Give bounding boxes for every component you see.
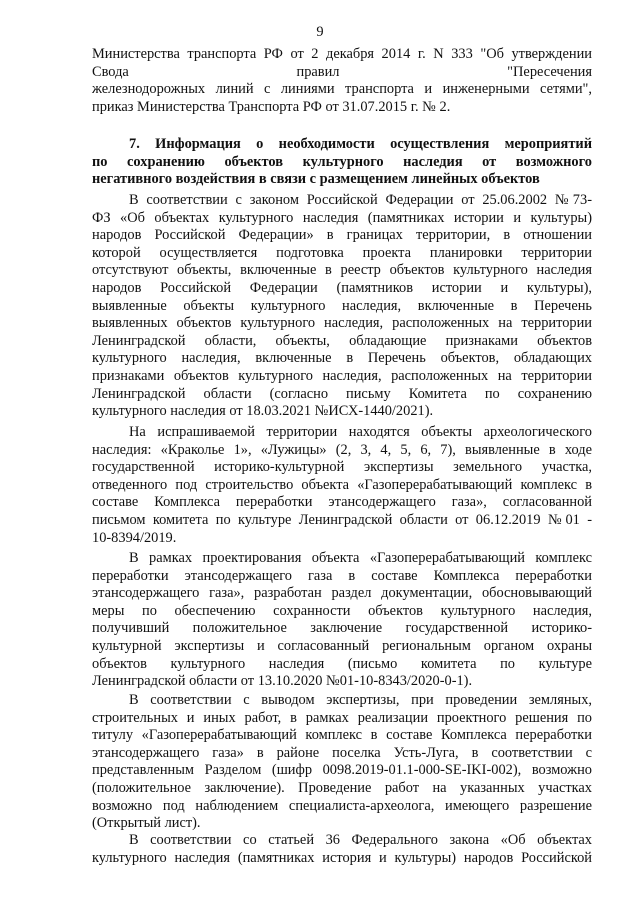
text-line: приказ Министерства Транспорта РФ от 31.07.2015 г. № 2. <box>92 98 451 115</box>
text-line: выявленных объектов культурного наследия, расположенных на территории <box>92 315 592 332</box>
text-line: Ленинградской области от 13.10.2020 №01-10-8343/2020-0-1). <box>92 673 473 690</box>
text-line: отведенного под строительство объекта «Газоперерабатывающий комплекс в <box>92 476 592 493</box>
text-line: объектов культурного наследия (письмо комитета по культуре <box>92 655 592 672</box>
text-line: получивший положительное заключение государственной историко- <box>92 620 592 637</box>
text-line: культурного наследия (памятниках история и культуры) народов Российской <box>92 849 592 866</box>
text-line: На испрашиваемой территории находятся объекты археологического <box>129 424 592 440</box>
text-line: Ленинградской области, объекты, обладающие признаками объектов <box>92 332 592 349</box>
text-line: культурного наследия, включенные в Перечень объектов, обладающих <box>92 350 592 367</box>
text-line: представленным Разделом (шифр 0098.2019-01.1-000-SE-IKI-002), возможно <box>92 762 592 779</box>
body-paragraph <box>92 192 592 421</box>
text-line: (Открытый лист). <box>92 815 201 832</box>
text-line: Свода правил "Пересечения <box>92 63 592 80</box>
text-line: народов Российской Федерации» в границах территории, в отношении <box>92 227 592 244</box>
intro-paragraph <box>92 46 592 116</box>
text-line: ФЗ «Об объектах культурного наследия (памятниках истории и культуры) <box>92 209 592 226</box>
page-number: 9 <box>316 24 324 40</box>
body-paragraph <box>92 832 592 867</box>
body-paragraph <box>92 550 592 691</box>
text-line: признаками объектов культурного наследия, расположенных на территории <box>92 367 592 384</box>
text-line: 7. Информация о необходимости осуществления мероприятий <box>129 136 592 152</box>
text-line: Министерства транспорта РФ от 2 декабря 2014 г. N 333 "Об утверждении <box>92 46 592 62</box>
text-line: составе Комплекса переработки этансодержащего газа», согласованной <box>92 494 592 511</box>
text-line: В соответствии со статьей 36 Федерального закона «Об объектах <box>129 832 592 848</box>
text-line: письмом комитета по культуре Ленинградской области от 06.12.2019 №01 - <box>92 511 592 528</box>
body-paragraph <box>92 424 592 547</box>
text-line: Ленинградской области (согласно письму Комитета по сохранению <box>92 385 592 402</box>
text-line: наследия: «Краколье 1», «Лужицы» (2, 3, 4, 5, 6, 7), выявленные в ходе <box>92 441 592 458</box>
text-line: В соответствии с законом Российской Федерации от 25.06.2002 №73- <box>129 192 592 208</box>
text-line: меры по обеспечению сохранности объектов культурного наследия, <box>92 602 592 619</box>
text-line: переработки этансодержащего газа в составе Комплекса переработки <box>92 567 592 584</box>
text-line: по сохранению объектов культурного наследия от возможного <box>92 153 592 170</box>
section-heading <box>92 136 592 189</box>
text-line: которой осуществляется подготовка проекта планировки территории <box>92 244 592 261</box>
text-line: строительных и иных работ, в рамках реализации проектного решения по <box>92 709 592 726</box>
text-line: народов Российской Федерации (памятников истории и культуры), <box>92 279 592 296</box>
text-line: этансодержащего газа», разработан раздел документации, обосновывающий <box>92 585 592 602</box>
text-line: возможно под наблюдением специалиста-археолога, имеющего разрешение <box>92 797 592 814</box>
body-paragraph <box>92 692 592 833</box>
text-line: культурного наследия от 18.03.2021 №ИСХ-1440/2021). <box>92 403 434 420</box>
text-line: выявленные объекты культурного наследия, включенные в Перечень <box>92 297 592 314</box>
text-line: государственной историко-культурной экспертизы земельного участка, <box>92 459 592 476</box>
text-line: титулу «Газоперерабатывающий комплекс в составе Комплекса переработки <box>92 727 592 744</box>
text-line: В рамках проектирования объекта «Газоперерабатывающий комплекс <box>129 550 592 566</box>
text-line: культурной экспертизы и согласованный региональным органом охраны <box>92 637 592 654</box>
text-line: железнодорожных линий с линиями транспорта и инженерными сетями", <box>92 81 592 98</box>
text-line: 10-8394/2019. <box>92 529 177 546</box>
text-line: отсутствуют объекты, включенные в реестр объектов культурного наследия <box>92 262 592 279</box>
text-line: В соответствии с выводом экспертизы, при проведении земляных, <box>129 692 592 708</box>
text-line: (положительное заключение). Проведение работ на указанных участках <box>92 779 592 796</box>
text-line: негативного воздействия в связи с размещением линейных объектов <box>92 171 540 188</box>
text-line: этансодержащего газа» в районе поселка Усть-Луга, в соответствии с <box>92 744 592 761</box>
